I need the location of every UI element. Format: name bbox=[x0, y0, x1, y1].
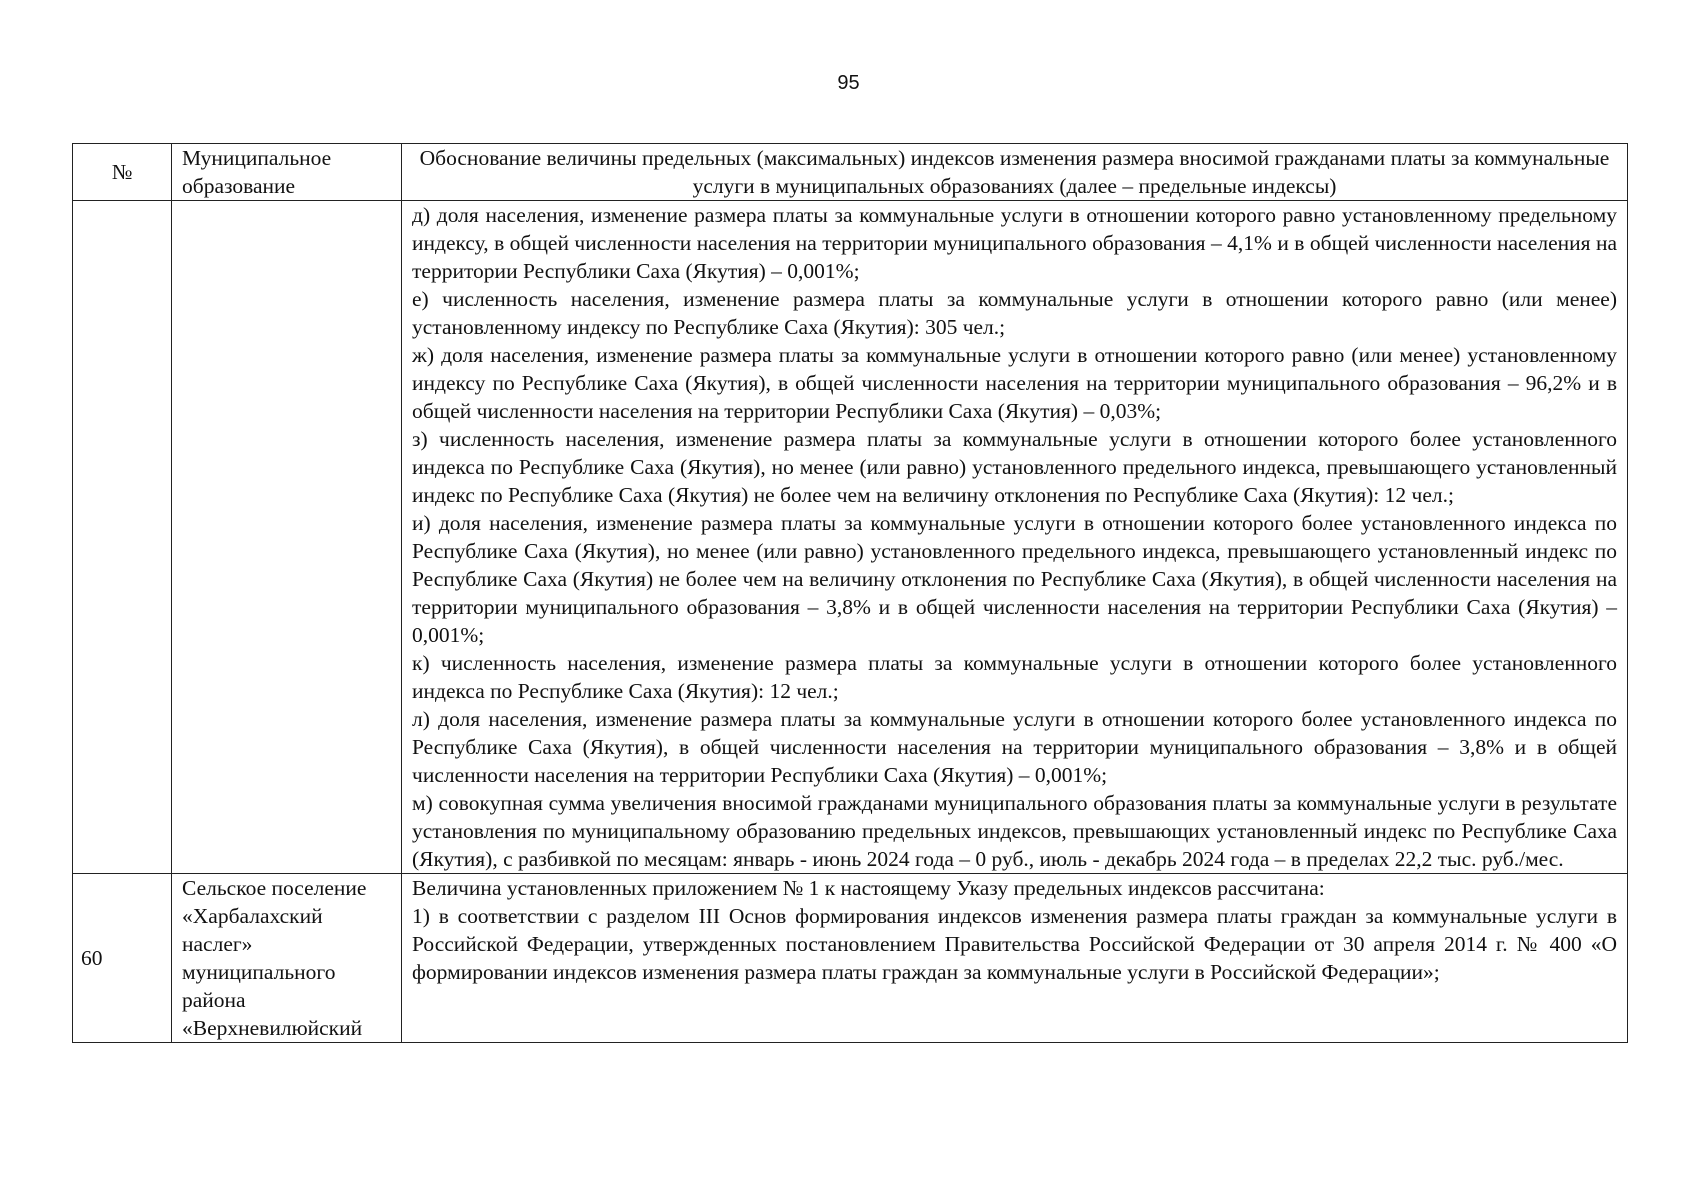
paragraph-l: л) доля населения, изменение размера платы за коммунальные услуги в отношении которого более установленного индекса по Республике Саха (Якутия), в общей численности населения на территории муниципального образования – 3,8% и в общей численности населения на территории Республики Саха (Якутия) – 0,001%; bbox=[412, 707, 1617, 787]
table-row bbox=[73, 201, 1628, 874]
row-justification-cell bbox=[402, 874, 1628, 1043]
paragraph-k: к) численность населения, изменение размера платы за коммунальные услуги в отношении которого более установленного индекса по Республике Саха (Якутия): 12 чел.; bbox=[412, 651, 1617, 703]
header-number: № bbox=[73, 144, 172, 201]
paragraph-1: 1) в соответствии с разделом III Основ формирования индексов изменения размера платы граждан за коммунальные услуги в Российской Федерации, утвержденных постановлением Правительства Российской Федерации от 30 апреля 2014 г. № 400 «О формировании индексов изменения размера платы граждан за коммунальные услуги в Российской Федерации»; bbox=[412, 904, 1617, 984]
row-justification-cell bbox=[402, 201, 1628, 874]
row-municipality-cell bbox=[172, 201, 402, 874]
row-number-cell: 60 bbox=[73, 874, 172, 1043]
paragraph-i: и) доля населения, изменение размера платы за коммунальные услуги в отношении которого более установленного индекса по Республике Саха (Якутия), но менее (или равно) установленного предельного индекса, превышающего установленный индекс по Республике Саха (Якутия) не более чем на величину отклонения по Республике Саха (Якутия), в общей численности населения на территории муниципального образования – 3,8% и в общей численности населения на территории Республики Саха (Якутия) – 0,001%; bbox=[412, 511, 1617, 647]
paragraph-intro: Величина установленных приложением № 1 к настоящему Указу предельных индексов рассчитана: bbox=[412, 876, 1325, 900]
table-header-row bbox=[73, 144, 1628, 201]
page-number: 95 bbox=[837, 72, 860, 94]
header-justification: Обоснование величины предельных (максимальных) индексов изменения размера вносимой гражданами платы за коммунальные услуги в муниципальных образованиях (далее – предельные индексы) bbox=[402, 144, 1628, 201]
paragraph-z: з) численность населения, изменение размера платы за коммунальные услуги в отношении которого более установленного индекса по Республике Саха (Якутия), но менее (или равно) установленного предельного индекса, превышающего установленный индекс по Республике Саха (Якутия) не более чем на величину отклонения по Республике Саха (Якутия): 12 чел.; bbox=[412, 427, 1617, 507]
paragraph-zh: ж) доля населения, изменение размера платы за коммунальные услуги в отношении которого равно (или менее) установленному индексу по Республике Саха (Якутия), в общей численности населения на территории муниципального образования – 96,2% и в общей численности населения на территории Республики Саха (Якутия) – 0,03%; bbox=[412, 343, 1617, 423]
paragraph-d: д) доля населения, изменение размера платы за коммунальные услуги в отношении которого равно установленному предельному индексу, в общей численности населения на территории муниципального образования – 4,1% и в общей численности населения на территории Республики Саха (Якутия) – 0,001%; bbox=[412, 203, 1617, 283]
table-row bbox=[73, 874, 1628, 1043]
row-municipality-cell: Сельское поселение «Харбалахский наслег» муниципального района «Верхневилюйский bbox=[172, 874, 402, 1043]
justification-table bbox=[72, 143, 1628, 1043]
paragraph-e: е) численность населения, изменение размера платы за коммунальные услуги в отношении которого равно (или менее) установленному индексу по Республике Саха (Якутия): 305 чел.; bbox=[412, 287, 1617, 339]
header-municipality: Муниципальное образование bbox=[172, 144, 402, 201]
row-number-cell bbox=[73, 201, 172, 874]
paragraph-m: м) совокупная сумма увеличения вносимой гражданами муниципального образования платы за коммунальные услуги в результате установления по муниципальному образованию предельных индексов, превышающих установленный индекс по Республике Саха (Якутия), с разбивкой по месяцам: январь - июнь 2024 года – 0 руб., июль - декабрь 2024 года – в пределах 22,2 тыс. руб./мес. bbox=[412, 791, 1617, 871]
